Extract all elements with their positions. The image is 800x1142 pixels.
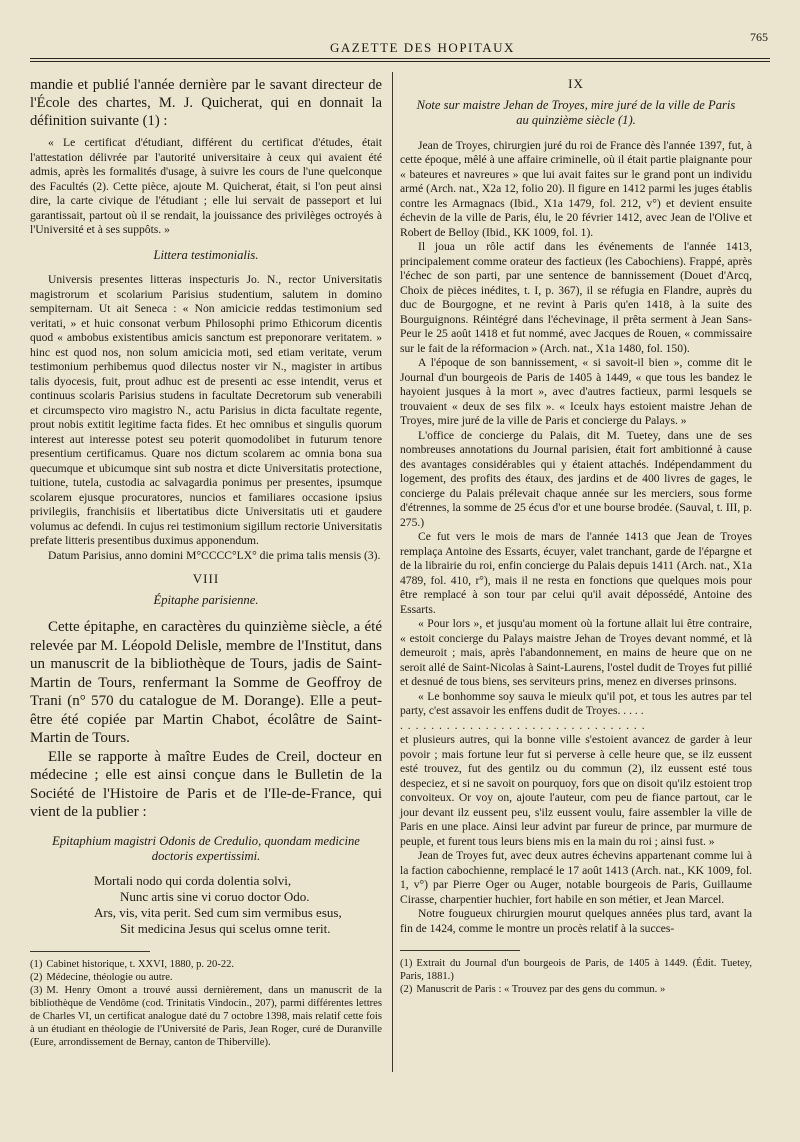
- paragraph: « Le bonhomme soy sauva le mieulx qu'il pot, et tous les autres par tel party, c'est assavoir les enffens dudit de Troyes. . . . .: [400, 689, 752, 717]
- page-header: [30, 22, 770, 62]
- latin-heading: Littera testimonialis.: [153, 247, 259, 262]
- epitaph-heading: Épitaphe parisienne.: [153, 592, 259, 607]
- section-viii: VIII: [192, 571, 220, 586]
- footnote-rule: [400, 950, 520, 951]
- ellipsis-line: . . . . . . . . . . . . . . . . . . . . . . . . . . . . . . . .: [400, 718, 646, 732]
- section-ix: IX: [568, 76, 584, 91]
- page-number: 765: [750, 30, 768, 44]
- paragraph: L'office de concierge du Palais, dit M. Tuetey, dans une de ses nombreuses annotations du Journal parisien, était fort ambitionné à cause des avantages considérables qui y étaient attachés. Indépendamment du logement, des profits des étaux, des jardins et de 400 livres de gages, le concierge du Palais prélevait chaque année sur les merciers, sous forme d'étrennes, la somme de 25 écus d'or et une bourse brodée. (Sauval, t. III, p. 275.): [400, 428, 752, 529]
- right-column: [400, 76, 752, 996]
- paragraph: Jean de Troyes fut, avec deux autres échevins appartenant comme lui à la faction cabochienne, remplacé le 17 août 1413 (Arch. nat., KK 1009, fol. 1, v°) par Pierre Oger ou Auger, notable bourgeois de Paris, Guillaume Cirasse, charpentier huchier, fort habile en son métier, et Jean Marcel.: [400, 849, 752, 906]
- paragraph: Il joua un rôle actif dans les événements de l'année 1413, principalement comme orateur des factieux (les Cabochiens). Frappé, après l'échec de son parti, par une sentence de bannissement (Douet d'Arcq, Choix de pièces inédites, t. I, p. 367), il se réfugia en Flandre, auprès du duc de Bourgogne, et ne revint à Paris qu'en 1418, à la suite des Bourguignons. Réintégré dans l'échevinage, il prêta serment à Jean Sans-Peur le 25 août 1418 et fut nommé, avec Jacques de Rouen, « commissaire sur le fait de la réformacion » (Arch. nat., X1a 1480, fol. 150).: [400, 240, 752, 355]
- epitaph-title: Epitaphium magistri Odonis de Credulio, quondam medicine doctoris expertissimi.: [52, 833, 360, 863]
- paragraph: Notre fougueux chirurgien mourut quelques années plus tard, avant la fin de 1424, comme le montre un procès relatif à la succes-: [400, 907, 752, 935]
- running-title: GAZETTE DES HOPITAUX: [330, 40, 515, 55]
- footnote: (2) Médecine, théologie ou autre.: [30, 971, 173, 983]
- poem-line: Mortali nodo qui corda dolentia solvi,: [94, 872, 292, 888]
- footnote-rule: [30, 951, 150, 952]
- paragraph: et plusieurs autres, qui la bonne ville s'estoient avancez de garder à leur povoir ; mais fortune leur fut si perverse à celle heure que, se ilz eussent esté trouvez, fut des gentilz ou du commun (2), ilz eussent esté tous despeciez, et si ne savoit on pourquoy, fors que on disoit qu'ilz estoient trop convoiteux. Or voy on, ajoute l'auteur, com peu de fiance partout, car le jour devant ilz eussent peu, s'ilz eussent voulu, faire assembler la ville de Paris en une place. Ainsi leur advint par fureur de prince, par murmure de peuple, et furent tous leurs biens mis en la main du roi ; ainsi fust. »: [400, 733, 752, 848]
- paragraph: Jean de Troyes, chirurgien juré du roi de France dès l'année 1397, fut, à cette époque, mêlé à une affaire criminelle, où il était partie plaignante pour « bateures et navreures » que lui avait faites sur le grand pont un individu armé (Arch. nat., X2a 12, folio 20). Il figure en 1412 parmi les juges établis contre les Armagnacs (Ibid., X1a 1479, fol. 212, v°) et devient ensuite échevin de la ville de Paris, élu, le 20 février 1412, avec Jean de l'Olive et Robert de Belloy (Ibid., KK 1009, fol. 1).: [400, 138, 752, 239]
- footnote: (1) Extrait du Journal d'un bourgeois de Paris, de 1405 à 1449. (Édit. Tuetey, Paris, 1881.): [400, 958, 752, 982]
- epitaph-poem: [30, 873, 382, 937]
- footnote: (1) Cabinet historique, t. XXVI, 1880, p. 20-22.: [30, 958, 235, 970]
- poem-line: Sit medicina Jesus qui scelus omne terit.: [120, 920, 331, 936]
- poem-line: Nunc artis sine vi coruo doctor Odo.: [120, 888, 310, 904]
- paragraph: « Pour lors », et jusqu'au moment où la fortune allait lui être contraire, « estoit concierge du Palays maistre Jehan de Troyes devant nommé, et là demeuroit ; mais, après l'abandonnement, en mains de heure que on ne seroit allé de Saint-Nicolas à Saint-Laurens, l'ostel dudit de Troyes fut pillié et desnué de tous biens, ses serviteurs prins, menez en diverses prinsons.: [400, 617, 752, 688]
- poem-line: Ars, vis, vita perit. Sed cum sim vermibus esus,: [94, 904, 342, 920]
- certificate-quote: « Le certificat d'étudiant, différent du certificat d'études, était l'attestation délivrée par l'autorité universitaire à ceux qui avaient été admis, après les formalités d'usage, à suivre les cours de l'une quelconque des Facultés (2). Cette pièce, ajoute M. Quicherat, était, si l'on peut ainsi dire, la carte civique de l'étudiant ; elle lui servait de passeport et lui garantissait, partout où il se rendait, la jouissance des privilèges octroyés à l'Université et à ses suppôts. »: [30, 136, 382, 236]
- note-title: Note sur maistre Jehan de Troyes, mire juré de la ville de Paris au quinzième siècle (1).: [416, 97, 736, 127]
- footnote: (2) Manuscrit de Paris : « Trouvez par des gens du commun. »: [400, 984, 666, 995]
- paragraph: A l'époque de son bannissement, « si savoit-il bien », comme dit le Journal d'un bourgeois de Paris de 1405 à 1449, « que tous les bandez le hayoient jusques à la mort », avec d'autres factieux, parmi lesquels se trouvaient « deux de ses filx ». « Iceulx hays estoient maistre Jehan de Troyes, mire juré de la ville de Paris et concierge du Palays. »: [400, 356, 752, 427]
- intro-paragraph: mandie et publié l'année dernière par le savant directeur de l'École des chartes, M. J. Quicherat, qui en donnait la définition suivante (1) :: [30, 77, 382, 129]
- footnote: (3) M. Henry Omont a trouvé aussi dernièrement, dans un manuscrit de la bibliothèque de Vendôme (cod. Trinitatis Vindocin., 207), parmi différentes lettres de Charles VI, un certificat analogue daté du 7 octobre 1398, mais relatif cette fois à un étudiant en théologie de l'Université de Paris, Jean Roger, curé de Duranville (Eure, arrondissement de Bernay, canton de Thiberville).: [30, 984, 382, 1048]
- paragraph: Ce fut vers le mois de mars de l'année 1413 que Jean de Troyes remplaça Antoine des Essarts, écuyer, valet tranchant, garde de l'épargne et de la librairie du roi, enfin concierge du Palais depuis 1411 (Arch. nat., X1a 4789, fol. 410, r°), mais il ne resta en fonctions que quelques mois pour être remplacé à son tour par celui qu'il avait dépossédé, Antoine des Essarts.: [400, 530, 752, 616]
- epitaph-paragraph-2: Elle se rapporte à maître Eudes de Creil, docteur en médecine ; elle est ainsi conçue dans le Bulletin de la Société de l'Histoire de Paris et de l'Ile-de-France, qui vient de la publier :: [30, 748, 382, 820]
- column-divider: [392, 72, 393, 1072]
- left-column: [30, 76, 382, 1049]
- datum-line: Datum Parisius, anno domini M°CCCC°LX° die prima talis mensis (3).: [48, 548, 381, 562]
- latin-text: Universis presentes litteras inspecturis Jo. N., rector Universitatis magistrorum et scolarium Parisius studentium, salutem in domino sempiternam. Ut ait Seneca : « Non amicicie reddas testimonium sed veritati, » et huic consonat verbum Philosophi primo Ethicorum dicentis quod « ambobus existentibus amicis sanctum est preponorare veritatem. » hinc est quod nos, non solum amicicia moti, sed etiam veritate, verum testimonium perhibemus quod dilectus noster vir N., magister in artibus talis dyocesis, fuit, prout adhuc est de presenti ac esse intendit, verus et continuus scolaris Parisius studens in facultate Decretorum sub venerabili et circumspecto viro magistro N., actu Parisius in dicta facultate regente, prout nobis extitit legitime facta fides. Et hec omnibus et singulis quorum interest aut interesse potest seu poterit quomodolibet in futurum tenore presentium certificamus. Quare nos dictum scolarem ac omnia bona sua quecumque et ubicumque sint sub nostra et dicte Universitatis protectione, tuitione, tutela, custodia ac salvagardia ponimus per presentes, ipsumque scolarem ejusque procuratores, nuncios et familiares occasione ipsius privilegiis, franchisiis et libertatibus dicte Universitatis uti et gaudere volumus ac defendi. In cujus rei testimonium sigillum rectorie Universitatis prefate litteris presentibus duximus apponendum.: [30, 273, 382, 547]
- epitaph-paragraph-1: Cette épitaphe, en caractères du quinzième siècle, a été relevée par M. Léopold Delisle, membre de l'Institut, dans un manuscrit de la bibliothèque de Tours, jadis de Saint-Martin de Tours, renfermant la Somme de Geoffroy de Trani (n° 570 du catalogue de M. Dorange). Elle a peut-être été copiée par Martin Chabot, écolâtre de Saint-Martin de Tours.: [30, 619, 382, 746]
- header-rule: [30, 58, 770, 62]
